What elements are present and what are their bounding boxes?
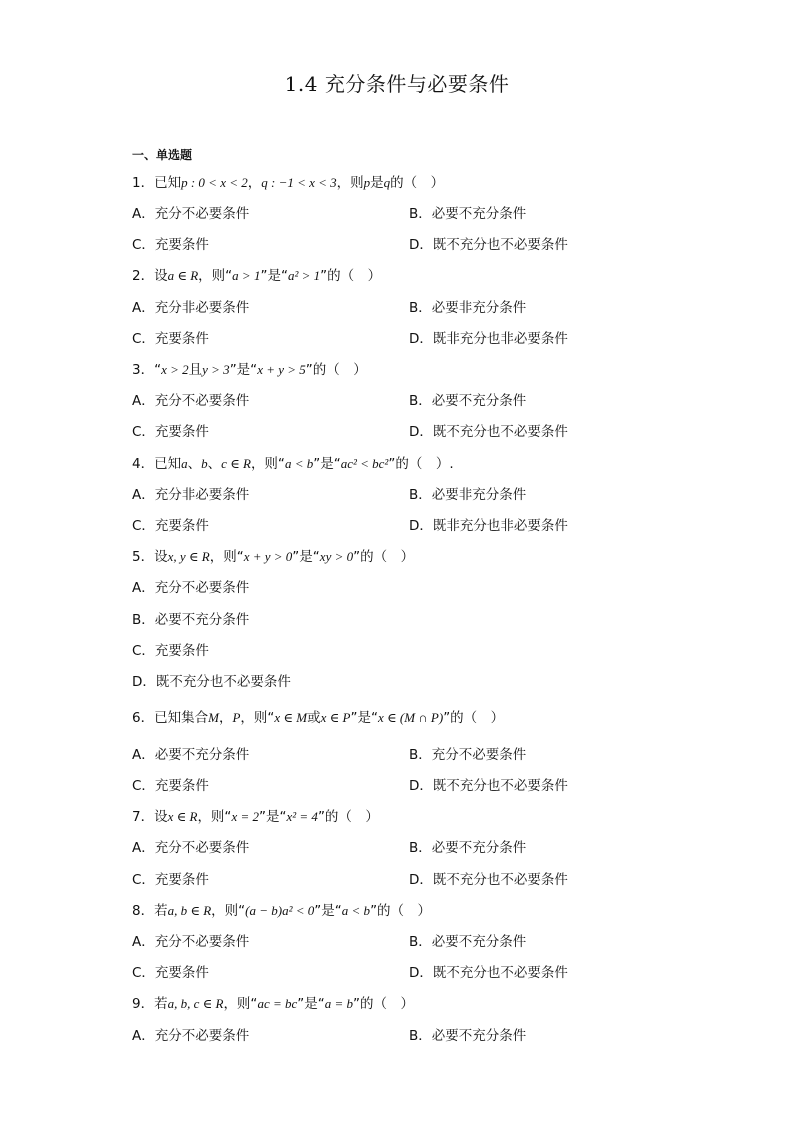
- option-a: A．充分不必要条件: [132, 840, 250, 856]
- option-a: A．充分不必要条件: [132, 1028, 250, 1044]
- question-8-stem: 8．若a, b ∈ R，则“(a − b)a² < 0”是“a < b”的（ ）: [132, 903, 432, 919]
- math-expression: (a − b)a² < 0: [245, 903, 315, 918]
- option-c: C．充要条件: [132, 518, 209, 534]
- math-expression: a ∈ R: [167, 268, 199, 283]
- option-b: B．必要不充分条件: [409, 1028, 527, 1044]
- option-a: A．必要不充分条件: [132, 747, 250, 763]
- option-d: D．既不充分也不必要条件: [409, 778, 568, 794]
- math-expression: ac = bc: [257, 996, 298, 1011]
- math-expression: xy > 0: [319, 549, 354, 564]
- math-expression: a < b: [341, 903, 371, 918]
- math-expression: y > 3: [202, 362, 230, 377]
- option-a: A．充分不必要条件: [132, 580, 250, 596]
- option-b: B．必要不充分条件: [409, 206, 527, 222]
- math-expression: p : 0 < x < 2: [181, 175, 248, 190]
- option-c: C．充要条件: [132, 331, 209, 347]
- option-a: A．充分不必要条件: [132, 393, 250, 409]
- option-b: B．必要不充分条件: [409, 393, 527, 409]
- math-expression: a < b: [284, 456, 314, 471]
- math-expression: a > 1: [232, 268, 261, 283]
- math-expression: P: [232, 710, 241, 725]
- section-heading: 一、单选题: [132, 148, 193, 162]
- math-expression: x, y ∈ R: [167, 549, 210, 564]
- option-b: B．必要不充分条件: [409, 934, 527, 950]
- question-1-stem: 1．已知p : 0 < x < 2，q : −1 < x < 3，则p是q的（ ）: [132, 175, 445, 191]
- question-9-stem: 9．若a, b, c ∈ R，则“ac = bc”是“a = b”的（ ）: [132, 996, 415, 1012]
- math-expression: q: [383, 175, 391, 190]
- math-expression: x ∈ R: [167, 809, 198, 824]
- math-expression: x > 2: [161, 362, 189, 377]
- page-title: 1.4 充分条件与必要条件: [284, 72, 510, 96]
- option-b: B．必要不充分条件: [132, 612, 250, 628]
- option-c: C．充要条件: [132, 872, 209, 888]
- question-5-stem: 5．设x, y ∈ R，则“x + y > 0”是“xy > 0”的（ ）: [132, 549, 415, 565]
- question-7-stem: 7．设x ∈ R，则“x = 2”是“x² = 4”的（ ）: [132, 809, 379, 825]
- question-2-stem: 2．设a ∈ R，则“a > 1”是“a² > 1”的（ ）: [132, 268, 382, 284]
- math-expression: x ∈ (M ∩ P): [377, 710, 444, 725]
- option-b: B．必要不充分条件: [409, 840, 527, 856]
- math-expression: a = b: [324, 996, 354, 1011]
- option-d: D．既非充分也非必要条件: [409, 518, 568, 534]
- math-expression: q : −1 < x < 3: [261, 175, 337, 190]
- option-d: D．既不充分也不必要条件: [409, 965, 568, 981]
- math-expression: x ∈ M: [274, 710, 308, 725]
- math-expression: ac² < bc²: [340, 456, 389, 471]
- math-expression: c ∈ R: [221, 456, 251, 471]
- option-b: B．必要非充分条件: [409, 487, 527, 503]
- math-expression: b: [201, 456, 208, 471]
- math-expression: a, b, c ∈ R: [167, 996, 224, 1011]
- math-expression: x + y > 5: [257, 362, 306, 377]
- option-c: C．充要条件: [132, 778, 209, 794]
- question-4-stem: 4．已知a、b、c ∈ R，则“a < b”是“ac² < bc²”的（ ）.: [132, 456, 454, 472]
- math-expression: x² = 4: [286, 809, 318, 824]
- math-expression: x ∈ P: [320, 710, 351, 725]
- option-a: A．充分不必要条件: [132, 206, 250, 222]
- option-c: C．充要条件: [132, 424, 209, 440]
- math-expression: p: [363, 175, 371, 190]
- option-b: B．充分不必要条件: [409, 747, 527, 763]
- option-d: D．既不充分也不必要条件: [132, 674, 291, 690]
- option-a: A．充分非必要条件: [132, 487, 250, 503]
- option-c: C．充要条件: [132, 965, 209, 981]
- option-c: C．充要条件: [132, 237, 209, 253]
- option-a: A．充分非必要条件: [132, 300, 250, 316]
- math-expression: x = 2: [231, 809, 259, 824]
- option-b: B．必要非充分条件: [409, 300, 527, 316]
- option-d: D．既不充分也不必要条件: [409, 237, 568, 253]
- option-a: A．充分不必要条件: [132, 934, 250, 950]
- option-c: C．充要条件: [132, 643, 209, 659]
- math-expression: x + y > 0: [243, 549, 293, 564]
- question-6-stem: 6．已知集合M，P，则“x ∈ M或x ∈ P”是“x ∈ (M ∩ P)”的（ ）: [132, 710, 505, 726]
- math-expression: a: [181, 456, 188, 471]
- question-3-stem: 3．“x > 2且y > 3”是“x + y > 5”的（ ）: [132, 362, 367, 378]
- option-d: D．既不充分也不必要条件: [409, 424, 568, 440]
- math-expression: M: [208, 710, 219, 725]
- option-d: D．既非充分也非必要条件: [409, 331, 568, 347]
- math-expression: a² > 1: [287, 268, 321, 283]
- option-d: D．既不充分也不必要条件: [409, 872, 568, 888]
- math-expression: a, b ∈ R: [167, 903, 212, 918]
